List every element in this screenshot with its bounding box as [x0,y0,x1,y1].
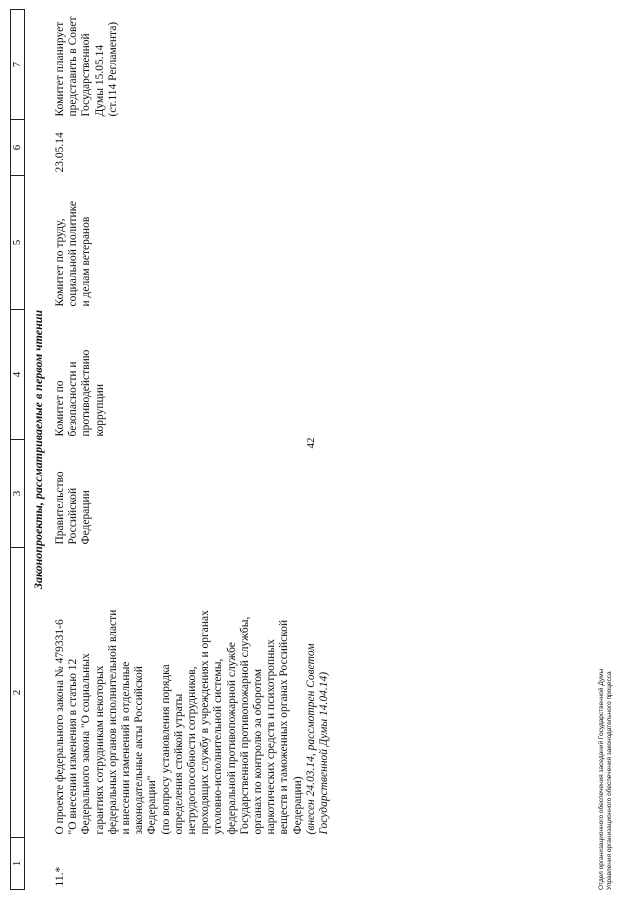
bill-title-line: уголовно-исполнительной системы, [212,658,225,835]
bill-title-line: "О внесении изменения в статью 12 [67,658,80,835]
bill-title-line: Государственной противопожарной службы, [238,616,251,835]
bill-title-cell [54,548,331,838]
column-header: 7 [11,10,25,120]
responsible-line: противодействию [80,349,93,437]
bill-title-line: нетрудоспособности сотрудников, [186,666,199,835]
column-header: 3 [11,440,25,548]
column-header: 4 [11,310,25,440]
footer [598,570,614,890]
bill-title-line: проходящих службу в учреждениях и органах [199,610,212,835]
notes-line: Комитет планирует [54,21,66,117]
table-row [54,10,331,890]
initiator-cell [54,437,331,548]
notes-cell [54,10,331,120]
bill-title-line: веществ и таможенных органах Российской [278,619,291,835]
notes-line: Думы 15.05.14 [93,44,106,117]
date-cell: 23.05.14 [54,132,66,173]
column-header: 1 [11,838,25,890]
bill-note-line: Государственной Думы 14.04.14) [318,671,331,835]
bill-title-line: наркотических средств и психотропных [265,639,278,835]
column-header: 5 [11,176,25,310]
co-executor-line: Комитет по труду, [54,218,66,307]
row-number: 11.* [54,866,66,887]
responsible-line: Комитет по [54,380,66,437]
responsible-line: безопасности и [67,361,80,437]
column-number-row [11,10,25,890]
responsible-line: коррупции [93,384,106,437]
rotated-page-content [10,10,550,890]
bill-title-line: О проекте федерального закона № 479331-6 [54,619,66,835]
bills-table [10,9,331,890]
section-title: Законопроекты, рассматриваемые в первом чтении [31,309,45,590]
bill-title-line: (по вопросу установления порядка [159,664,172,835]
bill-title-line: федеральной противопожарной службе [225,642,238,835]
bill-title-line: органах по контролю за оборотом [252,668,265,835]
footer-line: Управления организационного обеспечения законодательного процесса [606,671,613,890]
initiator-line: Правительство [54,471,66,545]
bill-title-line: законодательные акты Российской [133,666,146,835]
responsible-committee-cell [54,310,331,440]
co-executor-line: социальной политике [67,200,80,307]
notes-line: Государственной [80,33,93,117]
bill-title-line: Федерального закона "О социальных [80,653,93,835]
page-number: 42 [305,437,317,449]
notes-line: представить в Совет [67,16,80,117]
initiator-line: Российской [67,487,80,545]
bill-note-line: (внесен 24.03.14, рассмотрен Советом [304,643,317,835]
bill-title-line: и внесении изменений в отдельные [120,661,133,835]
initiator-line: Федерации [80,490,93,545]
co-executor-cell [54,176,331,310]
column-header: 2 [11,548,25,838]
bill-title-line: гарантиях сотрудникам некоторых [93,665,106,835]
footer-line: Отдел организационного обеспечения заседаний Государственной Думы [598,668,605,890]
column-header: 6 [11,120,25,176]
notes-line: (ст.114 Регламента) [106,21,119,117]
co-executor-line: и делам ветеранов [80,216,93,307]
bill-title-line: федеральных органов исполнительной власти [106,609,119,835]
bill-title-line: Федерации" [146,775,159,835]
bill-title-line: Федерации) [291,776,304,835]
bill-title-line: определения стойкой утраты [172,693,185,835]
